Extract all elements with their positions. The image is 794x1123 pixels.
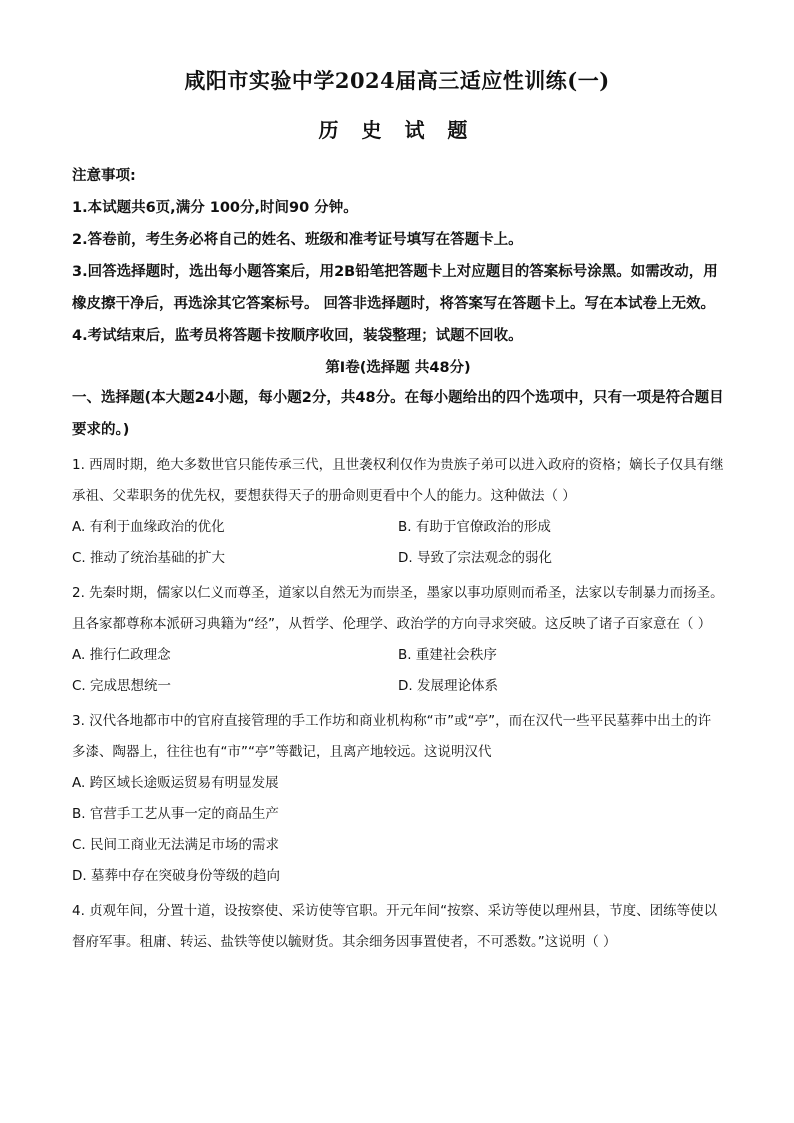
question-2-option-a: A. 推行仁政理念 <box>72 647 171 663</box>
question-1-option-d: D. 导致了宗法观念的弱化 <box>398 550 552 566</box>
question-2-option-c: C. 完成思想统一 <box>72 678 172 694</box>
question-2-option-d: D. 发展理论体系 <box>398 678 498 694</box>
question-1-stem: 1. 西周时期，绝大多数世官只能传承三代，且世袭权利仅作为贵族子弟可以进入政府的资格；嫡长子仅具有继承祖、父辈职务的优先权，要想获得天子的册命则更看中个人的能力。这种做法（ ） <box>72 457 724 504</box>
notes-heading: 注意事项: <box>72 168 136 184</box>
section-description: 一、选择题(本大题24小题，每小题2分，共48分。在每小题给出的四个选项中，只有一项是符合题目要求的。) <box>72 390 724 438</box>
question-3-option-d: D. 墓葬中存在突破身份等级的趋向 <box>72 868 280 884</box>
question-1-option-c: C. 推动了统治基础的扩大 <box>72 550 226 566</box>
question-3-options <box>72 768 724 892</box>
exam-title: 咸阳市实验中学2024届高三适应性训练(一) <box>184 68 610 93</box>
question-3-option-c: C. 民间工商业无法满足市场的需求 <box>72 837 280 853</box>
question-3-option-a: A. 跨区域长途贩运贸易有明显发展 <box>72 775 279 791</box>
question-3-stem: 3. 汉代各地都市中的官府直接管理的手工作坊和商业机构称“市”或“亭”，而在汉代一些平民墓葬中出土的许多漆、陶器上，往往也有“市”“亭”等戳记，且离产地较远。这说明汉代 <box>72 713 712 760</box>
note-item-1: 1.本试题共6页,满分 100分,时间90 分钟。 <box>72 200 358 216</box>
note-item-2: 2.答卷前，考生务必将自己的姓名、班级和准考证号填写在答题卡上。 <box>72 232 523 248</box>
question-1-option-a: A. 有利于血缘政治的优化 <box>72 519 225 535</box>
question-2-stem: 2. 先秦时期，儒家以仁义而尊圣，道家以自然无为而崇圣，墨家以事功原则而希圣，法家以专制暴力而扬圣。且各家都尊称本派研习典籍为“经”，从哲学、伦理学、政治学的方向寻求突破。这反映了诸子百家意在（ ） <box>72 585 724 632</box>
exam-content <box>72 160 724 958</box>
question-1-options <box>72 512 724 574</box>
question-1-option-b: B. 有助于官僚政治的形成 <box>398 519 551 535</box>
exam-subtitle: 历 史 试 题 <box>318 118 476 142</box>
section-title: 第Ⅰ卷(选择题 共48分) <box>325 360 471 376</box>
question-3-option-b: B. 官营手工艺从事一定的商品生产 <box>72 806 279 822</box>
question-2-options <box>72 640 724 702</box>
note-item-3: 3.回答选择题时，选出每小题答案后，用2B铅笔把答题卡上对应题目的答案标号涂黑。如需改动，用橡皮擦干净后，再选涂其它答案标号。 回答非选择题时，将答案写在答题卡上。写在本试卷上无效。 <box>72 264 718 312</box>
note-item-4: 4.考试结束后，监考员将答题卡按顺序收回，装袋整理；试题不回收。 <box>72 328 523 344</box>
question-4-stem: 4. 贞观年间，分置十道，设按察使、采访使等官职。开元年间“按察、采访等使以理州县，节度、团练等使以督府军事。租庸、转运、盐铁等使以毓财货。其余细务因事置使者，不可悉数。”这说明（ ） <box>72 903 718 950</box>
question-2-option-b: B. 重建社会秩序 <box>398 647 497 663</box>
